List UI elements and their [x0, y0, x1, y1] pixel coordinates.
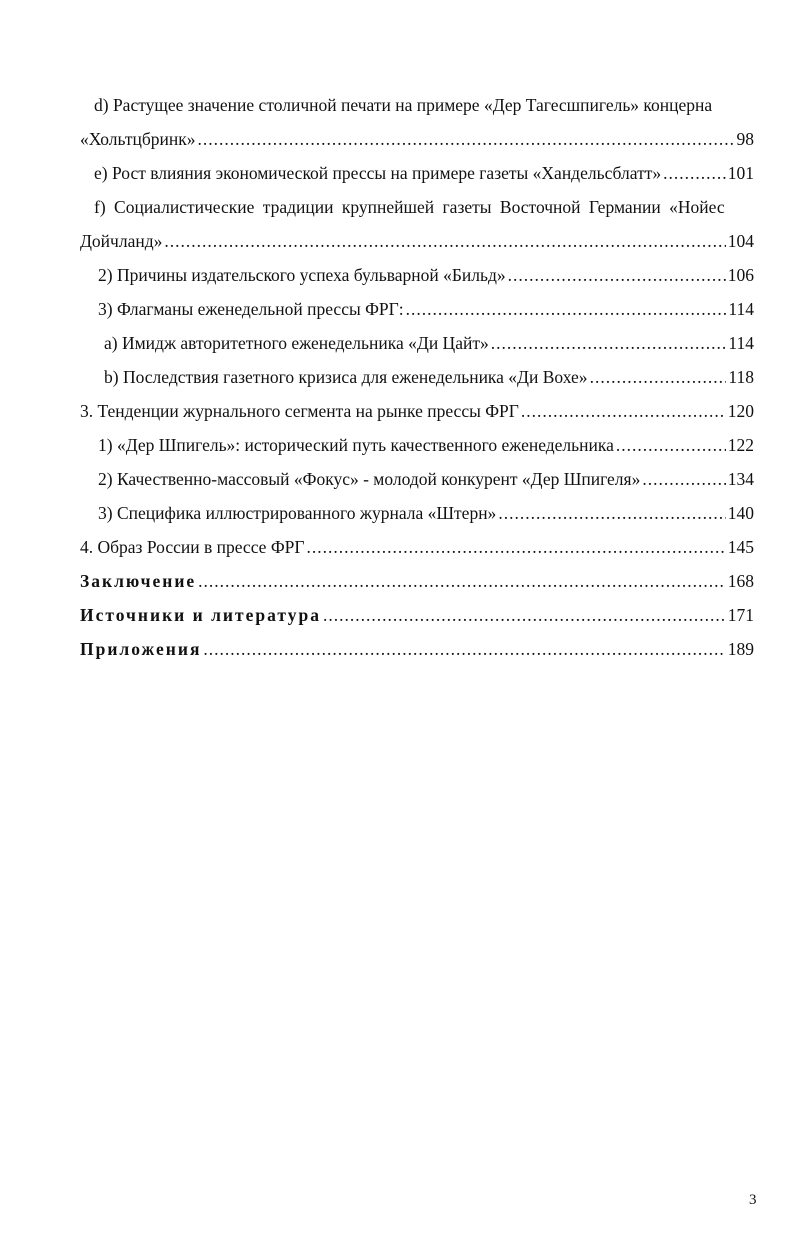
page-number: 3 [749, 1192, 757, 1208]
toc-entry-text: Источники и литература [80, 605, 321, 625]
toc-entry-page: 120 [727, 401, 754, 421]
toc-entry-text: 2) Качественно-массовый «Фокус» - молодой конкурент «Дер Шпигеля» [98, 469, 641, 489]
toc-entry [80, 534, 754, 568]
dot-leader [323, 602, 726, 628]
toc-entry [80, 636, 754, 670]
dot-leader [491, 330, 727, 356]
dot-leader [203, 636, 725, 662]
toc-entry-text: а) Имидж авторитетного еженедельника «Ди Цайт» [104, 333, 489, 353]
dot-leader [198, 126, 735, 152]
toc-entry-line [80, 92, 754, 126]
toc-entry [80, 228, 754, 262]
dot-leader [642, 466, 725, 492]
dot-leader [164, 228, 725, 254]
toc-entry-line [80, 194, 754, 228]
toc-entry-page: 114 [728, 333, 754, 353]
dot-leader [616, 432, 726, 458]
toc-entry-text: 3. Тенденции журнального сегмента на рынке прессы ФРГ [80, 401, 519, 421]
toc-entry-page: 118 [728, 367, 754, 387]
toc-entry-page: 101 [727, 163, 754, 183]
dot-leader [508, 262, 726, 288]
dot-leader [198, 568, 726, 594]
toc-entry-page: 104 [727, 231, 754, 251]
table-of-contents [80, 92, 754, 670]
toc-entry [80, 160, 754, 194]
toc-entry-page: 140 [727, 503, 754, 523]
toc-entry-page: 98 [736, 129, 754, 149]
toc-entry-text: Заключение [80, 571, 197, 591]
dot-leader [521, 398, 726, 424]
toc-entry [80, 500, 754, 534]
dot-leader [406, 296, 727, 322]
toc-entry [80, 398, 754, 432]
toc-entry-page: 114 [728, 299, 754, 319]
toc-entry [80, 602, 754, 636]
dot-leader [498, 500, 725, 526]
toc-entry-page: 106 [727, 265, 754, 285]
toc-entry-page: 145 [727, 537, 754, 557]
toc-entry [80, 466, 754, 500]
toc-entry-text: Дойчланд» [80, 231, 163, 251]
toc-entry-page: 189 [727, 639, 754, 659]
toc-entry [80, 330, 754, 364]
toc-entry-text: f) Социалистические традиции крупнейшей газеты Восточной Германии «Нойес [94, 197, 725, 217]
dot-leader [590, 364, 727, 390]
toc-entry-text: Приложения [80, 639, 202, 659]
toc-entry-page: 168 [727, 571, 754, 591]
toc-entry [80, 364, 754, 398]
toc-entry-text: «Хольтцбринк» [80, 129, 196, 149]
toc-entry-page: 122 [727, 435, 754, 455]
toc-entry-text: 1) «Дер Шпигель»: исторический путь качественного еженедельника [98, 435, 614, 455]
toc-entry-text: b) Последствия газетного кризиса для еженедельника «Ди Вохе» [104, 367, 588, 387]
toc-entry-text: 3) Флагманы еженедельной прессы ФРГ: [98, 299, 404, 319]
toc-entry [80, 296, 754, 330]
toc-entry-text: 2) Причины издательского успеха бульварной «Бильд» [98, 265, 506, 285]
toc-entry-page: 134 [727, 469, 754, 489]
toc-entry-text: e) Рост влияния экономической прессы на примере газеты «Хандельсблатт» [94, 163, 662, 183]
toc-entry [80, 262, 754, 296]
toc-entry [80, 432, 754, 466]
toc-entry-text: 3) Специфика иллюстрированного журнала «Штерн» [98, 503, 497, 523]
toc-entry [80, 568, 754, 602]
toc-entry [80, 126, 754, 160]
toc-entry-page: 171 [727, 605, 754, 625]
toc-entry-text: 4. Образ России в прессе ФРГ [80, 537, 305, 557]
dot-leader [307, 534, 726, 560]
dot-leader [663, 160, 726, 186]
toc-entry-text: d) Растущее значение столичной печати на примере «Дер Тагесшпигель» концерна [94, 95, 713, 115]
